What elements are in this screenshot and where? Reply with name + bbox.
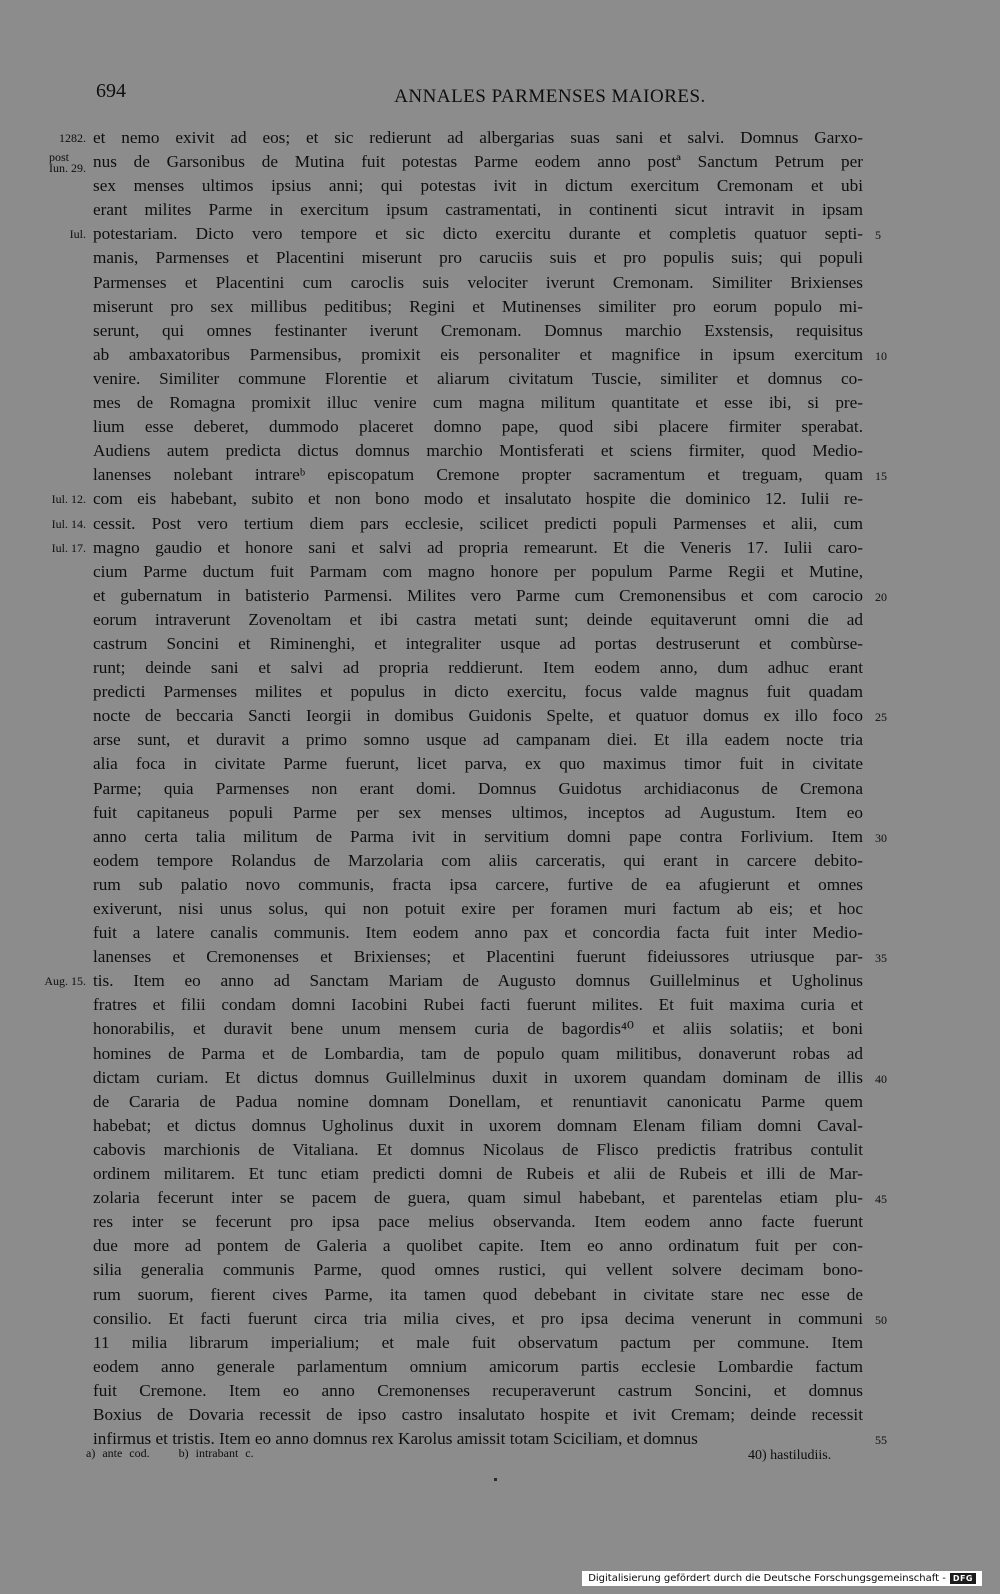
line-text: eorum intraverunt Zovenoltam et ibi castra metati sunt; deinde equitaverunt omni die ad <box>93 609 863 629</box>
line-text: homines de Parma et de Lombardia, tam de populo quam militibus, donaverunt robas ad <box>93 1043 863 1063</box>
line-text: Audiens autem predicta dictus domnus marchio Montisferati et sciens firmiter, quod Medio- <box>93 441 863 461</box>
text-line <box>93 1355 863 1379</box>
text-line <box>93 271 863 295</box>
line-text: lium esse deberet, dummodo placeret domno pape, quod sibi placere firmiter sperabat. <box>93 417 863 437</box>
line-text: Boxius de Dovaria recessit de ipso castro insalutato hospite et ivit Cremam; deinde recessit <box>93 1404 863 1424</box>
text-line <box>93 1331 863 1355</box>
line-text: ab ambaxatoribus Parmensibus, promixit eis personaliter et magnifice in ipsum exercitum <box>93 344 863 364</box>
margin-date: 1282. <box>59 131 86 145</box>
line-text: fuit capitaneus populi Parme per sex menses ultimos, inceptos ad Augustum. Item eo <box>93 802 863 822</box>
text-line <box>93 777 863 801</box>
line-text: et nemo exivit ad eos; et sic redierunt ad albergarias suas sani et salvi. Domnus Garxo- <box>93 128 863 147</box>
line-number: 40 <box>875 1071 887 1086</box>
line-text: tis. Item eo anno ad Sanctam Mariam de Augusto domnus Guillelminus et Ugholinus <box>93 971 863 991</box>
line-text: lanenses nolebant intrareᵇ episcopatum Cremone propter sacramentum et treguam, quam <box>93 465 863 485</box>
line-text: Parme; quia Parmenses non erant domi. Domnus Guidotus archidiaconus de Cremona <box>93 778 863 798</box>
line-number: 10 <box>875 348 887 363</box>
text-line <box>93 1234 863 1258</box>
line-text: et gubernatum in batisterio Parmensi. Milites vero Parme cum Cremonensibus et com carocio <box>93 585 863 605</box>
text-line <box>44 969 863 993</box>
line-text: lanenses et Cremonenses et Brixienses; et Placentini fuerunt fideiussores utriusque par- <box>93 947 863 967</box>
text-line <box>93 1258 863 1282</box>
line-number: 35 <box>875 951 887 966</box>
text-line <box>93 680 863 704</box>
footnote-40: 40) hastiludiis. <box>748 1448 832 1463</box>
text-line <box>93 1042 863 1066</box>
text-line <box>93 174 863 198</box>
text-line <box>93 897 863 921</box>
line-number: 30 <box>875 830 887 845</box>
line-number: 50 <box>875 1312 887 1327</box>
line-text: nocte de beccaria Sancti Ieorgii in domibus Guidonis Spelte, et quatuor domus ex illo foco <box>93 706 863 726</box>
text-line <box>93 560 863 584</box>
text-line <box>93 319 863 343</box>
line-text: rum suorum, fierent cives Parme, ita tamen quod debebant in civitate stare nec esse de <box>93 1284 863 1304</box>
text-line <box>93 198 863 222</box>
speck <box>494 1478 497 1481</box>
line-text: dictam curiam. Et dictus domnus Guillelminus duxit in uxorem quandam dominam de illis <box>93 1067 863 1087</box>
line-text: erant milites Parme in exercitum ipsum castramentati, in continenti sicut intravit in ipsam <box>93 200 863 220</box>
line-text: serunt, qui omnes festinanter iverunt Cremonam. Domnus marchio Exstensis, requisitus <box>93 320 863 340</box>
running-title: ANNALES PARMENSES MAIORES. <box>394 86 706 107</box>
text-line <box>93 656 863 680</box>
text-line <box>93 945 887 969</box>
text-line <box>93 921 863 945</box>
line-text: honorabilis, et duravit bene unum mensem curia de bagordis⁴⁰ et aliis solatiis; et boni <box>93 1019 863 1039</box>
line-text: fuit a latere canalis communis. Item eodem anno pax et concordia facta fuit inter Medio- <box>93 923 863 943</box>
line-text: zolaria fecerunt inter se pacem de guera, quam simul habebant, et parentelas etiam plu- <box>93 1188 863 1208</box>
text-line <box>93 1066 887 1090</box>
text-line <box>93 584 887 608</box>
line-text: anno certa talia militum de Parma ivit in servitium domni pape contra Forlivium. Item <box>93 826 863 846</box>
text-line <box>93 825 887 849</box>
line-text: infirmus et tristis. Item eo anno domnus rex Karolus amissit totam Sciciliam, et domnus <box>93 1429 698 1449</box>
line-text: ordinem militarem. Et tunc etiam predicti domni de Rubeis et alii de Rubeis et illi de Mar- <box>93 1164 863 1184</box>
line-number: 55 <box>875 1433 887 1448</box>
footnote-b: b) intrabant c. <box>178 1446 254 1460</box>
text-line <box>93 1283 863 1307</box>
text-line <box>93 752 863 776</box>
line-text: eodem tempore Rolandus de Marzolaria com aliis carceratis, qui erant in carcere debito- <box>93 850 863 870</box>
text-line <box>93 367 863 391</box>
text-line <box>93 1138 863 1162</box>
line-text: consilio. Et facti fuerunt circa tria milia cives, et pro ipsa decima venerunt in communi <box>93 1308 863 1328</box>
text-line <box>93 1307 887 1331</box>
line-text: alia foca in civitate Parme fuerunt, licet parva, ex quo maximus timor fuit in civitate <box>93 754 863 774</box>
line-text: potestariam. Dicto vero tempore et sic dicto exercitu durante et completis quatuor septi- <box>93 224 863 244</box>
text-line <box>93 1114 863 1138</box>
text-line <box>93 1379 863 1403</box>
text-line <box>93 343 887 367</box>
line-text: cabovis marchionis de Vitaliana. Et domnus Nicolaus de Flisco predictis fratribus contulit <box>93 1139 863 1159</box>
line-text: rum sub palatio novo communis, fracta ipsa carcere, furtive de ea afugierunt et omnes <box>93 874 863 894</box>
text-line <box>93 1017 863 1041</box>
text-line <box>51 487 863 511</box>
line-text: silia generalia communis Parme, quod omnes rustici, qui vellent solvere decimam bono- <box>93 1260 863 1280</box>
line-number: 25 <box>875 710 887 725</box>
text-line <box>93 704 887 728</box>
line-text: 11 milia librarum imperialium; et male fuit observatum pactum per commune. Item <box>93 1332 863 1352</box>
text-line <box>93 295 863 319</box>
line-text: fratres et filii condam domni Iacobini Rubei facti fuerunt milites. Et fuit maxima curia et <box>93 995 863 1015</box>
dfg-logo: DFG <box>950 1573 976 1584</box>
margin-date: Aug. 15. <box>44 974 86 989</box>
line-text: res inter se fecerunt pro ipsa pace melius observanda. Item eodem anno facte fuerunt <box>93 1212 863 1232</box>
line-text: cium Parme ductum fuit Parmam com magno honore per populum Parme Regii et Mutine, <box>93 561 863 581</box>
text-line <box>93 1186 887 1210</box>
line-text: mes de Romagna promixit illuc venire cum magna militum quantitate et esse ibi, si pre- <box>93 393 863 413</box>
margin-date: Iul. 17. <box>51 540 86 555</box>
line-text: com eis habebant, subito et non bono modo et insalutato hospite die dominico 12. Iulii re- <box>93 489 863 509</box>
line-text: venire. Similiter commune Florentie et aliarum civitatum Tuscie, similiter et domnus co- <box>93 368 863 388</box>
page-number: 694 <box>96 80 126 102</box>
line-text: due more ad pontem de Galeria a quolibet capite. Item eo anno ordinatum fuit per con- <box>93 1236 863 1256</box>
line-text: cessit. Post vero tertium diem pars ecclesie, scilicet predicti populi Parmenses et alii, cum <box>93 513 863 533</box>
footnote-a: a) ante cod. <box>86 1446 150 1460</box>
line-text: manis, Parmenses et Placentini miserunt pro caruciis suis et pro populis suis; qui populi <box>93 248 863 268</box>
text-line <box>93 463 887 487</box>
text-line <box>93 608 863 632</box>
margin-date: Iul. 14. <box>51 516 86 531</box>
margin-date: Iul. <box>69 227 86 242</box>
text-line <box>93 993 863 1017</box>
text-line <box>69 222 881 246</box>
line-text: nus de Garsonibus de Mutina fuit potestas Parme eodem anno postª Sanctum Petrum per <box>93 152 863 172</box>
line-number: 15 <box>875 469 887 484</box>
text-body <box>44 126 887 1451</box>
text-line <box>93 1090 863 1114</box>
text-line <box>51 536 863 560</box>
text-line <box>93 246 863 270</box>
text-line <box>93 391 863 415</box>
text-line <box>93 849 863 873</box>
text-line <box>49 150 863 176</box>
digitization-credit[interactable] <box>582 1571 982 1586</box>
text-line <box>93 415 863 439</box>
credit-text: Digitalisierung gefördert durch die Deutsche Forschungsgemeinschaft - <box>588 1573 946 1584</box>
line-text: eodem anno generale parlamentum omnium amicorum partis ecclesie Lombardie factum <box>93 1356 863 1376</box>
text-line <box>59 126 863 150</box>
text-line <box>93 801 863 825</box>
line-text: fuit Cremone. Item eo anno Cremonenses recuperaverunt castrum Soncini, et domnus <box>93 1380 863 1400</box>
line-text: Parmenses et Placentini cum caroclis suis velociter iverunt Cremonam. Similiter Brixienses <box>93 272 863 292</box>
text-line <box>93 1403 863 1427</box>
text-line <box>93 1162 863 1186</box>
line-text: miserunt pro sex millibus peditibus; Regini et Mutinenses similiter pro eorum populo mi- <box>93 296 863 316</box>
line-text: magno gaudio et honore sani et salvi ad propria remearunt. Et die Veneris 17. Iulii caro- <box>93 537 863 557</box>
text-line <box>93 1210 863 1234</box>
line-text: castrum Soncini et Riminenghi, et integraliter usque ad portas destruserunt et combùrse- <box>93 633 863 653</box>
line-text: predicti Parmenses milites et populus in dicto exercitu, focus valde magnus fuit quadam <box>93 682 863 702</box>
margin-date: post Iun. 29. <box>49 150 86 176</box>
line-text: habebat; et dictus domnus Ugholinus duxit in uxorem domnam Elenam filiam domni Caval- <box>93 1115 863 1135</box>
line-text: runt; deinde sani et salvi ad propria reddierunt. Item eodem anno, dum adhuc erant <box>93 658 863 678</box>
line-text: sex menses ultimos ipsius anni; qui potestas ivit in dictum exercitum Cremonam et ubi <box>93 176 863 196</box>
line-text: de Cararia de Padua nomine domnam Donellam, et renuntiavit canonicatu Parme quem <box>93 1091 863 1111</box>
text-line <box>93 439 863 463</box>
text-line <box>51 512 863 536</box>
line-number: 20 <box>875 589 887 604</box>
text-line <box>93 728 863 752</box>
text-line <box>93 632 863 656</box>
line-number: 5 <box>875 228 881 243</box>
footnotes <box>86 1446 276 1461</box>
line-text: exiverunt, nisi unus solus, qui non potuit exire per foramen muri factum ab eis; et hoc <box>93 899 863 918</box>
text-line <box>93 873 863 897</box>
margin-date: Iul. 12. <box>51 492 86 507</box>
line-number: 45 <box>875 1192 887 1207</box>
line-text: arse sunt, et duravit a primo somno usque ad campanam diei. Et illa eadem nocte tria <box>93 730 863 750</box>
